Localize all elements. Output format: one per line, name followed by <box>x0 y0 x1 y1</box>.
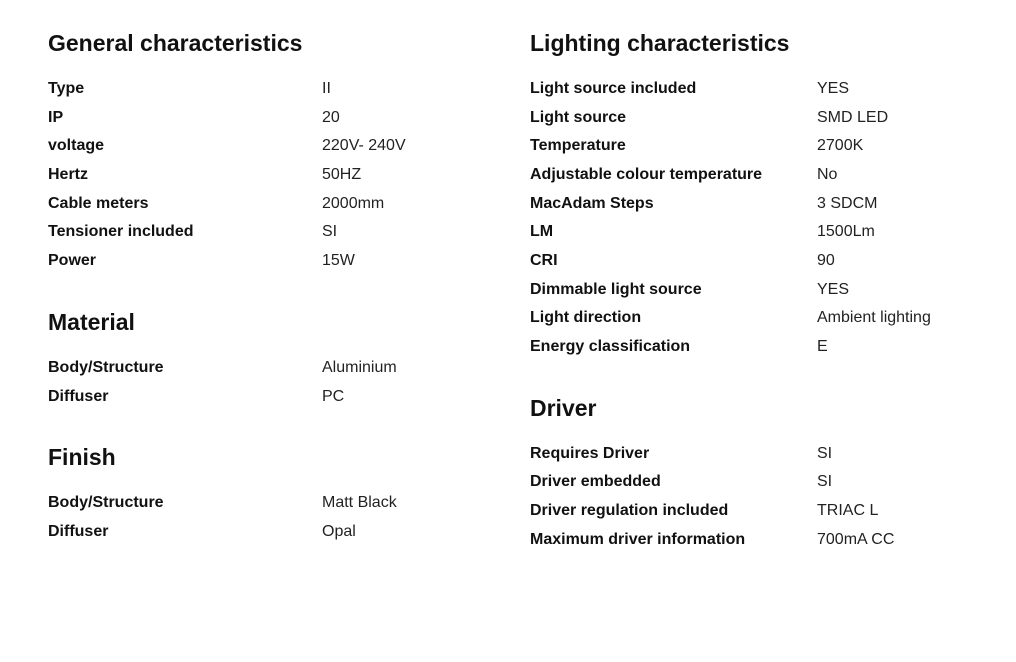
spec-label: Adjustable colour temperature <box>530 166 763 183</box>
spec-label: CRI <box>530 252 558 269</box>
spec-label: Dimmable light source <box>530 281 702 298</box>
spec-value: 90 <box>817 252 835 269</box>
spec-label: Cable meters <box>48 195 149 212</box>
spec-label: Type <box>48 80 85 97</box>
spec-label: Tensioner included <box>48 223 194 240</box>
spec-value: 20 <box>322 109 340 126</box>
spec-value: SMD LED <box>817 109 889 126</box>
spec-value: 3 SDCM <box>817 195 878 212</box>
spec-value: TRIAC L <box>817 502 879 519</box>
spec-value: 1500Lm <box>817 223 875 240</box>
spec-value: 2000mm <box>322 195 385 212</box>
spec-value: II <box>322 80 331 97</box>
spec-value: No <box>817 166 838 183</box>
spec-value: Opal <box>322 523 356 540</box>
section-title-lighting: Lighting characteristics <box>530 30 790 56</box>
spec-label: Body/Structure <box>48 494 164 511</box>
spec-label: Hertz <box>48 166 89 183</box>
section-title-driver: Driver <box>530 395 597 421</box>
spec-label: Light source <box>530 109 627 126</box>
spec-label: Diffuser <box>48 388 109 405</box>
section-title-material: Material <box>48 309 135 335</box>
spec-label: MacAdam Steps <box>530 195 654 212</box>
spec-label: Requires Driver <box>530 445 650 462</box>
spec-value: 700mA CC <box>817 531 895 548</box>
spec-label: Light direction <box>530 309 642 326</box>
spec-label: Driver regulation included <box>530 502 729 519</box>
spec-label: IP <box>48 109 64 126</box>
spec-label: LM <box>530 223 554 240</box>
spec-label: Energy classification <box>530 338 691 355</box>
spec-value: 2700K <box>817 137 864 154</box>
spec-value: PC <box>322 388 345 405</box>
spec-label: Diffuser <box>48 523 109 540</box>
spec-value: SI <box>817 445 833 462</box>
spec-value: SI <box>322 223 338 240</box>
spec-value: Aluminium <box>322 359 397 376</box>
spec-value: YES <box>817 80 850 97</box>
spec-value: E <box>817 338 828 355</box>
spec-label: Driver embedded <box>530 473 661 490</box>
spec-label: Temperature <box>530 137 626 154</box>
spec-value: YES <box>817 281 850 298</box>
section-title-finish: Finish <box>48 444 116 470</box>
spec-label: Power <box>48 252 97 269</box>
spec-value: SI <box>817 473 833 490</box>
spec-label: Maximum driver information <box>530 531 746 548</box>
spec-value: 220V- 240V <box>322 137 406 154</box>
spec-label: Light source included <box>530 80 697 97</box>
spec-value: Ambient lighting <box>817 309 931 326</box>
spec-label: voltage <box>48 137 105 154</box>
spec-value: 15W <box>322 252 355 269</box>
spec-label: Body/Structure <box>48 359 164 376</box>
spec-value: 50HZ <box>322 166 362 183</box>
spec-value: Matt Black <box>322 494 397 511</box>
section-title-general: General characteristics <box>48 30 303 56</box>
